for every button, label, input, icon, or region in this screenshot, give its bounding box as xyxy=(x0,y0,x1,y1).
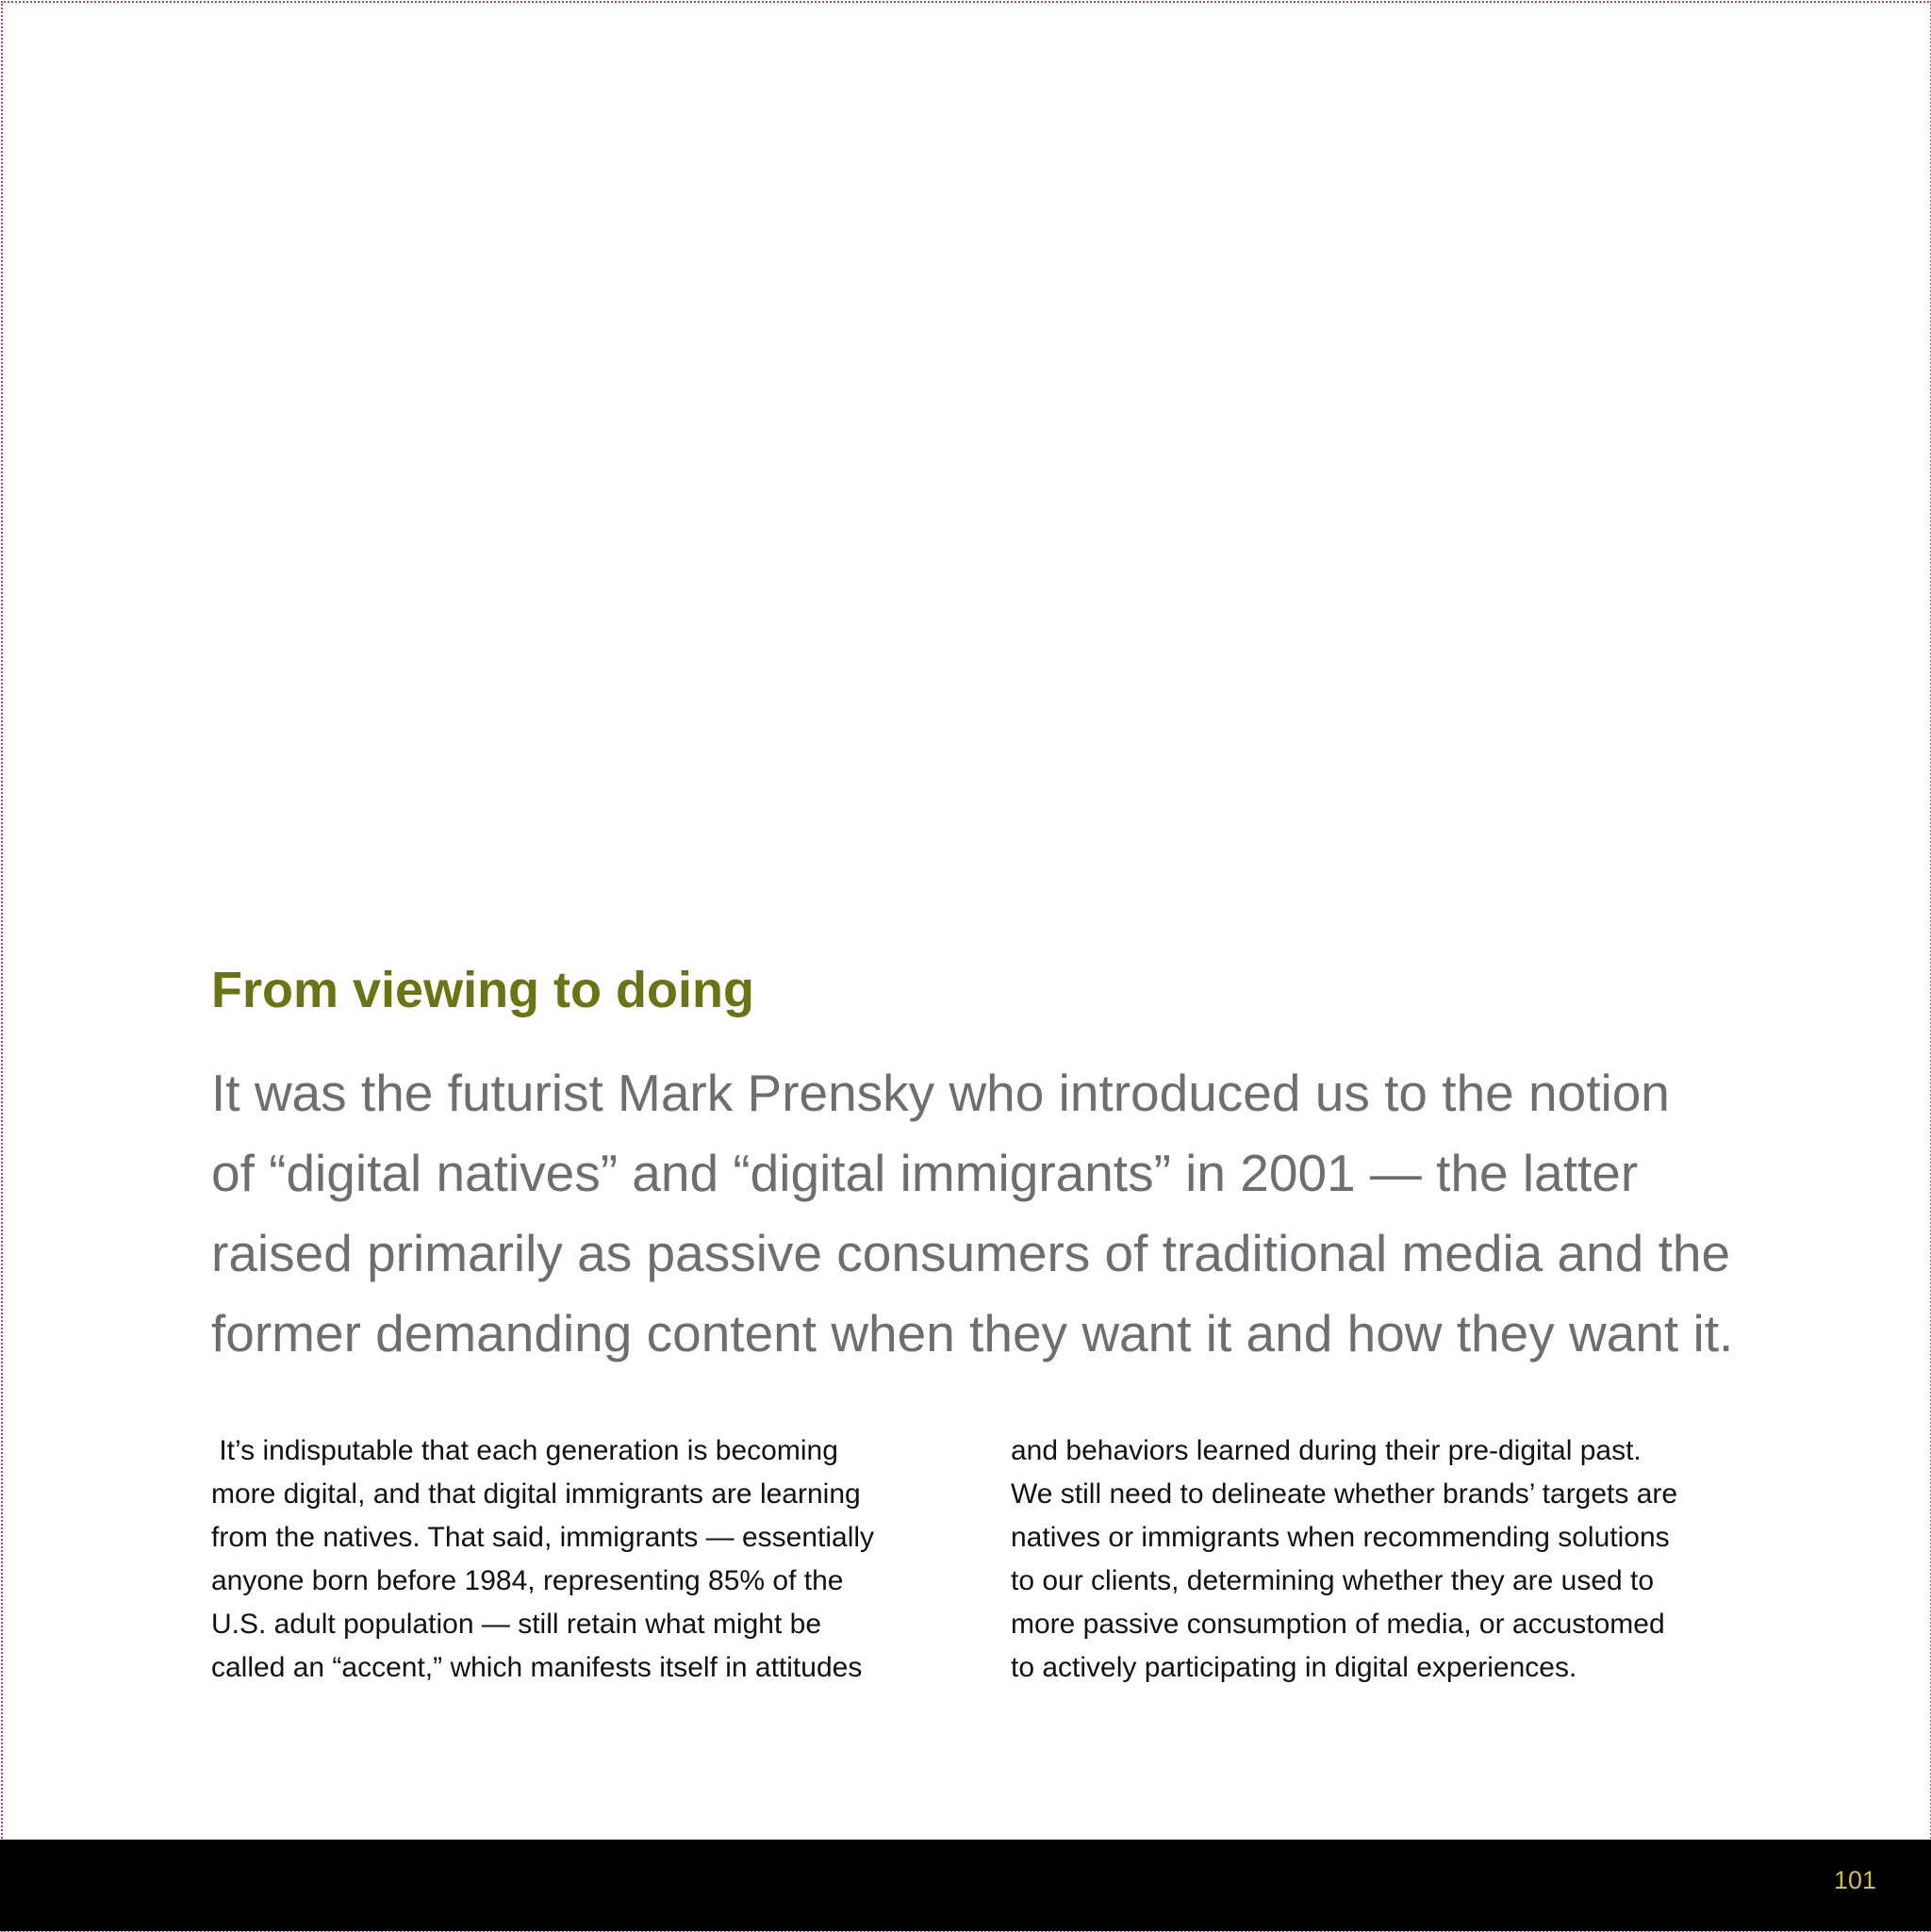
footer-bar xyxy=(0,1840,1931,1931)
body-line: to our clients, determining whether they are used to xyxy=(1011,1565,1655,1596)
section-heading: From viewing to doing xyxy=(211,962,754,1018)
lead-line: former demanding content when they want it and how they want it. xyxy=(211,1304,1734,1362)
lead-line: It was the futurist Mark Prensky who introduced us to the notion xyxy=(211,1064,1670,1122)
body-line: more digital, and that digital immigrants are learning xyxy=(211,1478,861,1510)
body-line: and behaviors learned during their pre-digital past. xyxy=(1011,1435,1642,1466)
body-line: more passive consumption of media, or accustomed xyxy=(1011,1609,1665,1640)
body-line: U.S. adult population — still retain what might be xyxy=(211,1609,822,1640)
body-line: called an “accent,” which manifests itself in attitudes xyxy=(211,1652,863,1683)
body-column-left xyxy=(211,1429,874,1690)
body-line: We still need to delineate whether brands’ targets are xyxy=(1011,1478,1678,1510)
page-number: 101 xyxy=(1833,1866,1876,1894)
lead-line: raised primarily as passive consumers of traditional media and the xyxy=(211,1224,1731,1282)
lead-line: of “digital natives” and “digital immigrants” in 2001 — the latter xyxy=(211,1144,1639,1202)
body-column-right xyxy=(1011,1429,1677,1690)
body-line: natives or immigrants when recommending solutions xyxy=(1011,1522,1670,1553)
body-line: It’s indisputable that each generation is becoming xyxy=(211,1435,838,1466)
body-line: from the natives. That said, immigrants — essentially xyxy=(211,1522,875,1553)
body-line: anyone born before 1984, representing 85% of the xyxy=(211,1565,844,1596)
body-line: to actively participating in digital experiences. xyxy=(1011,1652,1577,1683)
lead-paragraph xyxy=(211,1053,1758,1374)
